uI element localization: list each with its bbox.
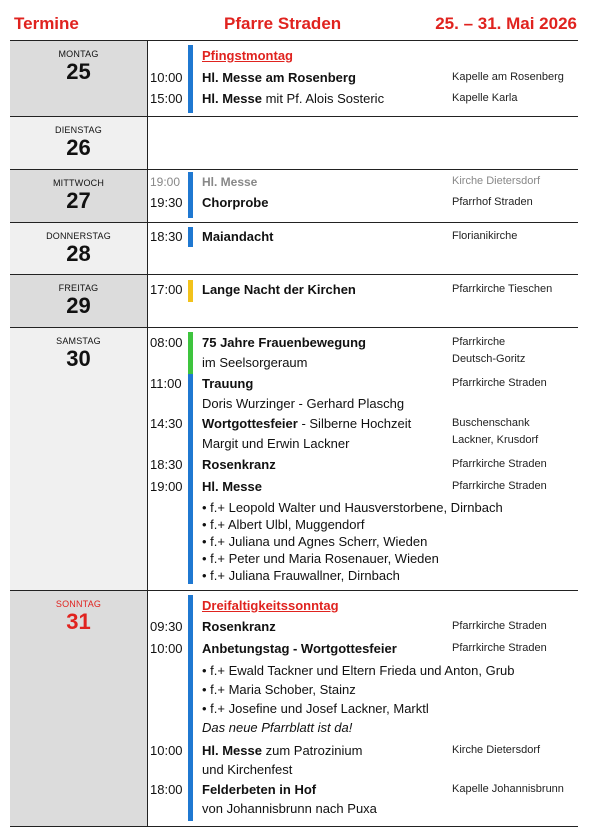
event-title: Maiandacht	[202, 229, 274, 244]
event-location-line2: Lackner, Krusdorf	[452, 434, 539, 446]
day-number: 26	[66, 135, 91, 160]
event-title: Hl. Messe zum Patrozinium	[202, 743, 363, 758]
day-cell	[10, 223, 148, 274]
schedule-table	[10, 40, 578, 827]
event-time: 10:00	[150, 641, 183, 656]
day-name: DIENSTAG	[55, 125, 102, 135]
event-location: Kirche Dietersdorf	[452, 175, 541, 187]
day-row-saturday	[10, 327, 578, 590]
event-location: Kirche Dietersdorf	[452, 744, 541, 756]
day-events	[148, 328, 578, 590]
day-number: 29	[66, 293, 91, 318]
day-name: SAMSTAG	[56, 336, 101, 346]
day-number: 25	[66, 59, 91, 84]
event-bar	[188, 332, 193, 374]
event-title: Lange Nacht der Kirchen	[202, 282, 356, 297]
event-time: 11:00	[150, 376, 182, 391]
event-location: Kapelle am Rosenberg	[452, 71, 564, 83]
day-row-thursday	[10, 222, 578, 274]
event-time: 09:30	[150, 619, 183, 634]
day-number: 31	[66, 609, 91, 634]
event-location: Pfarrkirche Straden	[452, 377, 547, 389]
event-time: 18:30	[150, 457, 183, 472]
day-name: MONTAG	[58, 49, 99, 59]
day-number: 27	[66, 188, 91, 213]
day-cell	[10, 328, 148, 590]
event-title: Trauung	[202, 376, 254, 391]
day-row-friday	[10, 274, 578, 327]
event-subtitle: und Kirchenfest	[202, 762, 293, 777]
event-title: Wortgottesfeier - Silberne Hochzeit	[202, 416, 412, 431]
event-time: 17:00	[150, 282, 183, 297]
mass-intention: • f.+ Juliana Frauwallner, Dirnbach	[202, 568, 400, 583]
mass-intention: • f.+ Peter und Maria Rosenauer, Wieden	[202, 551, 439, 566]
event-subtitle: von Johannisbrunn nach Puxa	[202, 801, 377, 816]
day-cell	[10, 41, 148, 116]
event-title: Chorprobe	[202, 195, 269, 210]
event-location: Kapelle Johannisbrunn	[452, 783, 564, 795]
day-cell	[10, 275, 148, 327]
mass-intention: • f.+ Ewald Tackner und Eltern Frieda und Anton, Grub	[202, 663, 515, 678]
event-location: Pfarrkirche	[452, 336, 506, 348]
event-title: Rosenkranz	[202, 457, 276, 472]
day-events	[148, 591, 578, 826]
event-bar	[188, 280, 193, 302]
event-time: 19:30	[150, 195, 183, 210]
day-row-wednesday	[10, 169, 578, 222]
event-title: Anbetungstag - Wortgottesfeier	[202, 641, 397, 656]
feast-title: Pfingstmontag	[202, 48, 293, 63]
event-time: 19:00	[150, 175, 181, 189]
event-location-line2: Deutsch-Goritz	[452, 353, 526, 365]
parish-title: Pfarre Straden	[224, 14, 342, 33]
event-bar	[188, 45, 193, 113]
event-time: 18:00	[150, 782, 183, 797]
day-cell	[10, 170, 148, 222]
feast-title: Dreifaltigkeitssonntag	[202, 598, 339, 613]
event-time: 10:00	[150, 743, 183, 758]
event-title: Hl. Messe	[202, 175, 258, 189]
day-cell	[10, 591, 148, 826]
event-location: Pfarrkirche Straden	[452, 620, 547, 632]
event-time: 18:30	[150, 229, 183, 244]
event-bar	[188, 227, 193, 247]
mass-intention: • f.+ Josefine und Josef Lackner, Marktl	[202, 701, 429, 716]
event-title: Hl. Messe	[202, 479, 262, 494]
day-events	[148, 223, 578, 274]
event-location: Pfarrkirche Tieschen	[452, 283, 553, 295]
mass-intention: • f.+ Maria Schober, Stainz	[202, 682, 356, 697]
event-location: Kapelle Karla	[452, 92, 518, 104]
event-title: Rosenkranz	[202, 619, 276, 634]
event-subtitle: Margit und Erwin Lackner	[202, 436, 350, 451]
day-row-sunday	[10, 590, 578, 827]
mass-intention: • f.+ Albert Ulbl, Muggendorf	[202, 517, 365, 532]
day-name: SONNTAG	[55, 599, 102, 609]
event-bar	[188, 595, 193, 821]
date-range: 25. – 31. Mai 2026	[435, 14, 577, 33]
event-location: Buschenschank	[452, 417, 530, 429]
event-location: Pfarrkirche Straden	[452, 458, 547, 470]
event-time: 08:00	[150, 335, 183, 350]
event-title: 75 Jahre Frauenbewegung	[202, 335, 366, 350]
day-events	[148, 170, 578, 222]
day-name: MITTWOCH	[52, 178, 105, 188]
event-title: Felderbeten in Hof	[202, 782, 317, 797]
event-subtitle: im Seelsorgeraum	[202, 355, 308, 370]
event-title: Hl. Messe am Rosenberg	[202, 70, 356, 85]
event-location: Pfarrhof Straden	[452, 196, 533, 208]
mass-intention: • f.+ Juliana und Agnes Scherr, Wieden	[202, 534, 428, 549]
event-location: Florianikirche	[452, 230, 518, 242]
day-events	[148, 117, 578, 169]
header-label: Termine	[14, 14, 79, 33]
event-location: Pfarrkirche Straden	[452, 480, 547, 492]
day-events	[148, 41, 578, 116]
day-row-monday	[10, 40, 578, 116]
day-row-tuesday	[10, 116, 578, 169]
event-subtitle: Doris Wurzinger - Gerhard Plaschg	[202, 396, 405, 411]
event-location: Pfarrkirche Straden	[452, 642, 547, 654]
day-cell	[10, 117, 148, 169]
event-bar	[188, 172, 193, 218]
day-name: FREITAG	[58, 283, 99, 293]
day-name: DONNERSTAG	[46, 231, 111, 241]
event-time: 19:00	[150, 479, 183, 494]
event-time: 15:00	[150, 91, 183, 106]
event-time: 14:30	[150, 416, 183, 431]
day-number: 30	[66, 346, 91, 371]
announcement-note: Das neue Pfarrblatt ist da!	[202, 720, 353, 735]
day-events	[148, 275, 578, 327]
event-bar	[188, 374, 193, 584]
event-time: 10:00	[150, 70, 183, 85]
mass-intention: • f.+ Leopold Walter und Hausverstorbene, Dirnbach	[202, 500, 503, 515]
day-number: 28	[66, 241, 91, 266]
event-title: Hl. Messe mit Pf. Alois Sosteric	[202, 91, 385, 106]
